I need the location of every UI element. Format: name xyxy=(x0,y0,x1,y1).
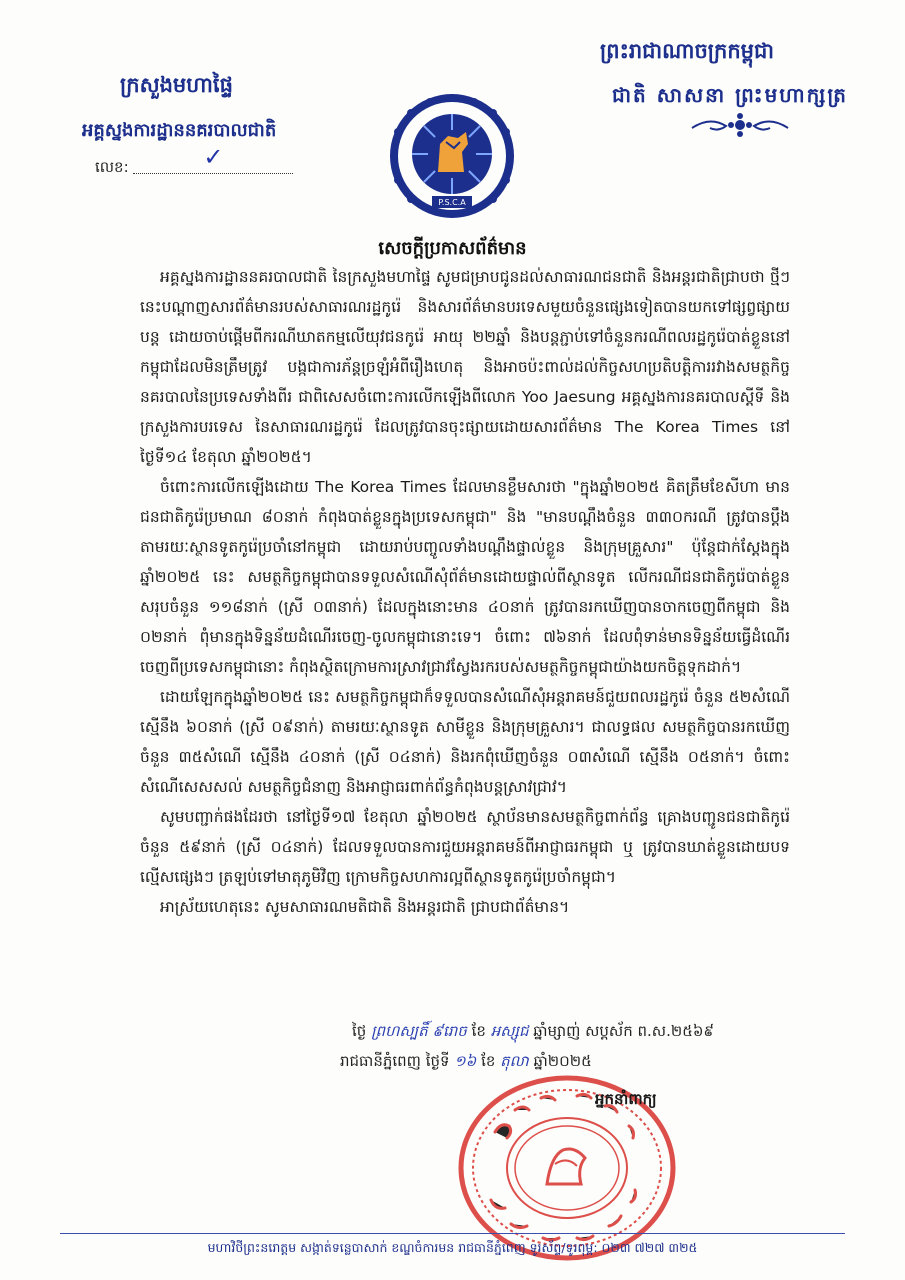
ministry-name: ក្រសួងមហាផ្ទៃ xyxy=(120,73,233,97)
footer-address: មហាវិថីព្រះនរោត្តម សង្កាត់ទន្លេបាសាក់ ខណ្ឌចំការមន រាជធានីភ្នំពេញ ទូរស័ព្ទ/ទូរពុម្ព: ០២៣ ៧២៧ ៣២៥ xyxy=(207,1240,698,1255)
paragraph-5: អាស្រ័យហេតុនេះ សូមសាធារណមតិជាតិ និងអន្តរជាតិ ជ្រាបជាព័ត៌មាន។ xyxy=(160,898,570,916)
paragraph-4: សូមបញ្ជាក់ផងដែរថា នៅថ្ងៃទី១៧ ខែតុលា ឆ្នាំ២០២៥ ស្ថាប័នមានសមត្ថកិច្ចពាក់ព័ន្ធ គ្រោងបញ្ជូនជនជាតិកូរ៉េចំនួន ៥៩នាក់ (ស្រី ០៤នាក់) ដែលទទួលបានការជួយអន្តរាគមន៍ពីអាជ្ញាធរកម្ពុជា ឬ ត្រូវបានឃាត់ខ្លួនដោយបទល្មើសផ្សេងៗ ត្រឡប់ទៅមាតុភូមិវិញ ក្រោមកិច្ចសហការល្អពីស្ថានទូតកូរ៉េប្រចាំកម្ពុជា។ xyxy=(140,808,790,886)
emblem-motto: P.S.C.A xyxy=(438,198,466,207)
lunar-date-month: អស្សុជ xyxy=(490,1022,529,1040)
national-motto: ជាតិ សាសនា ព្រះមហាក្សត្រ xyxy=(612,83,848,107)
paragraph-3: ដោយឡែកក្នុងឆ្នាំ២០២៥ នេះ សមត្ថកិច្ចកម្ពុជាក៏ទទួលបានសំណើសុំអន្តរាគមន៍ជួយពលរដ្ឋកូរ៉េ ចំនួន ៥២សំណើ ស្មើនឹង ៦០នាក់ (ស្រី ០៩នាក់) តាមរយៈស្ថានទូត សាមីខ្លួន និងក្រុមគ្រួសារ។ ជាលទ្ធផល សមត្ថកិច្ចបានរកឃើញចំនួន ៣៥សំណើ ស្មើនឹង ៤០នាក់ (ស្រី ០៤នាក់) និងរកពុំឃើញចំនួន ០៣សំណើ ស្មើនឹង ០៥នាក់។ ចំពោះសំណើសេសសល់ សមត្ថកិច្ចជំនាញ និងអាជ្ញាធរពាក់ព័ន្ធកំពុងបន្តស្រាវជ្រាវ។ xyxy=(140,688,790,796)
checkmark-icon: ✓ xyxy=(203,143,224,171)
police-emblem-icon xyxy=(388,92,516,220)
flourish-ornament-icon xyxy=(690,112,790,138)
solar-date-day: ១៦ xyxy=(454,1052,477,1070)
paragraph-1: អគ្គស្នងការដ្ឋាននគរបាលជាតិ នៃក្រសួងមហាផ្ទៃ សូមជម្រាបជូនដល់សាធារណជនជាតិ និងអន្តរជាតិជ្រាបថា ថ្មីៗនេះបណ្ដាញសារព័ត៌មានរបស់សាធារណរដ្ឋកូរ៉េ និងសារព័ត៌មានបរទេសមួយចំនួនផ្សេងទៀតបានយកទៅផ្សព្វផ្សាយបន្ត ដោយចាប់ផ្ដើមពីករណីឃាតកម្មលើយុវជនកូរ៉េ អាយុ ២២ឆ្នាំ និងបន្តភ្ជាប់ទៅចំនួនករណីពលរដ្ឋកូរ៉េបាត់ខ្លួននៅកម្ពុជាដែលមិនត្រឹមត្រូវ បង្កជាការភ័ន្តច្រឡំអំពីរឿងហេតុ និងអាចប៉ះពាល់ដល់កិច្ចសហប្រតិបត្តិការរវាងសមត្ថកិច្ចនគរបាលនៃប្រទេសទាំងពីរ ជាពិសេសចំពោះការលើកឡើងពីលោក Yoo Jaesung អគ្គស្នងការនគរបាលស្ដីទី និងក្រសួងការបរទេស នៃសាធារណរដ្ឋកូរ៉េ ដែលត្រូវបានចុះផ្សាយដោយសារព័ត៌មាន The Korea Times នៅថ្ងៃទី១៤ ខែតុលា ឆ្នាំ២០២៥។ xyxy=(140,268,790,466)
reference-number xyxy=(95,143,293,180)
spokesperson-title: អ្នកនាំពាក្យ xyxy=(595,1090,657,1108)
reference-dotted-line xyxy=(133,143,293,174)
paragraph-2: ចំពោះការលើកឡើងដោយ The Korea Times ដែលមានខ្លឹមសារថា "ក្នុងឆ្នាំ២០២៥ គិតត្រឹមខែសីហា មានជនជាតិកូរ៉េប្រមាណ ៨០នាក់ កំពុងបាត់ខ្លួនក្នុងប្រទេសកម្ពុជា" និង "មានបណ្ដឹងចំនួន ៣៣០ករណី ត្រូវបានប្ដឹងតាមរយៈស្ថានទូតកូរ៉េប្រចាំនៅកម្ពុជា ដោយរាប់បញ្ចូលទាំងបណ្ដឹងផ្ទាល់ខ្លួន និងក្រុមគ្រួសារ" ប៉ុន្តែជាក់ស្ដែងក្នុងឆ្នាំ២០២៥ នេះ សមត្ថកិច្ចកម្ពុជាបានទទួលសំណើសុំព័ត៌មានដោយផ្ទាល់ពីស្ថានទូត លើករណីជនជាតិកូរ៉េបាត់ខ្លួនសរុបចំនួន ១១៨នាក់ (ស្រី ០៣នាក់) ដែលក្នុងនោះមាន ៤០នាក់ ត្រូវបានរកឃើញបានចាកចេញពីកម្ពុជា និង ០២នាក់ ពុំមានក្នុងទិន្នន័យដំណើរចេញ-ចូលកម្ពុជានោះទេ។ ចំពោះ ៧៦នាក់ ដែលពុំទាន់មានទិន្នន័យធ្វើដំណើរចេញពីប្រទេសកម្ពុជានោះ កំពុងស្ថិតក្រោមការស្រាវជ្រាវស្វែងរករបស់សមត្ថកិច្ចកម្ពុជាយ៉ាងយកចិត្តទុកដាក់។ xyxy=(140,478,790,676)
department-name: អគ្គស្នងការដ្ឋាននគរបាលជាតិ xyxy=(82,120,277,141)
document-body xyxy=(140,262,790,922)
reference-label: លេខ: xyxy=(95,158,129,176)
solar-date-rest: ឆ្នាំ២០២៥ xyxy=(533,1052,592,1070)
lunar-date-month-label: ខែ xyxy=(471,1022,486,1040)
document-title: សេចក្ដីប្រកាសព័ត៌មាន xyxy=(378,238,527,259)
kingdom-title: ព្រះរាជាណាចក្រកម្ពុជា xyxy=(600,39,775,63)
solar-date xyxy=(340,1052,592,1074)
solar-date-month-label: ខែ xyxy=(481,1052,496,1070)
solar-date-month: តុលា xyxy=(500,1052,529,1070)
footer-divider xyxy=(60,1233,845,1234)
lunar-date-rest: ឆ្នាំម្សាញ់ សប្តស័ក ព.ស.២៥៦៩ xyxy=(533,1022,715,1040)
solar-date-prefix: រាជធានីភ្នំពេញ ថ្ងៃទី xyxy=(340,1052,450,1070)
lunar-date-day: ព្រហស្បតិ៍ ៩រោច xyxy=(371,1022,467,1040)
lunar-date xyxy=(352,1022,714,1044)
lunar-date-prefix: ថ្ងៃ xyxy=(352,1022,367,1040)
